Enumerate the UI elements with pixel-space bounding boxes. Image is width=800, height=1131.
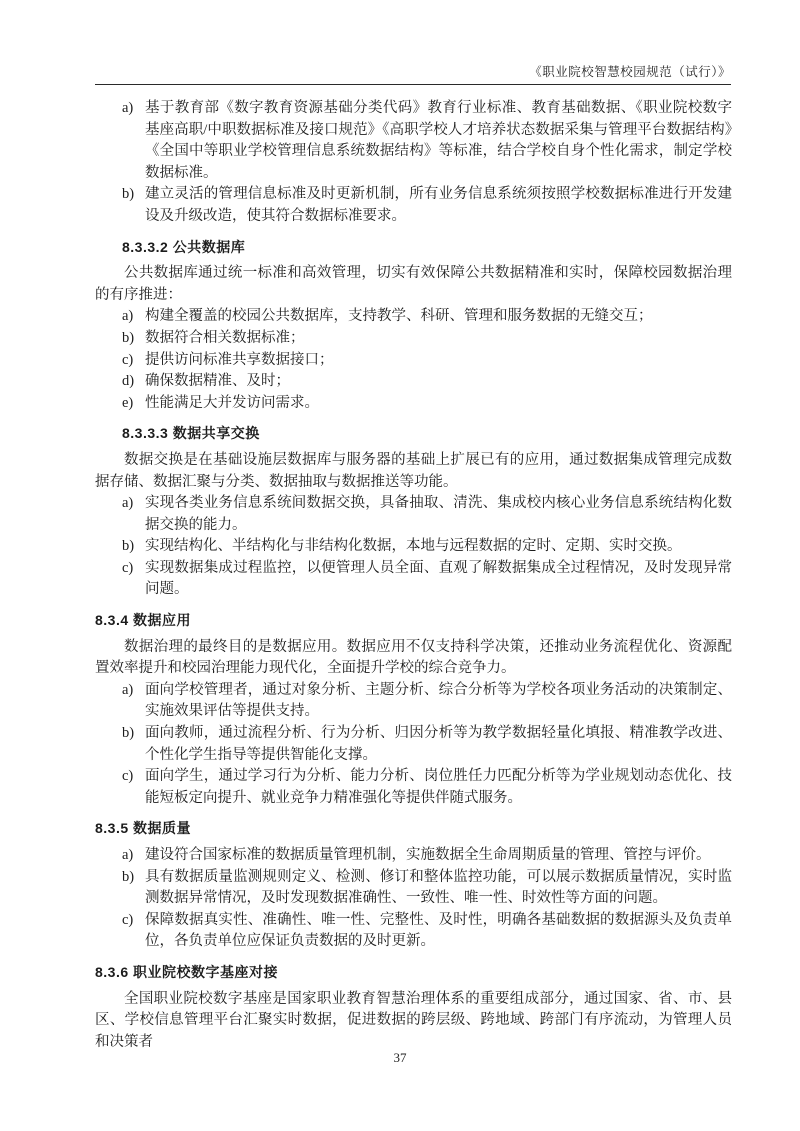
section-heading-8-3-3-2: 8.3.3.2 公共数据库 [122, 238, 246, 255]
list-item [95, 371, 732, 393]
list-item-text: 构建全覆盖的校园公共数据库，支持教学、科研、管理和服务数据的无缝交互； [145, 308, 653, 325]
list-item-text: 面向教师，通过流程分析、行为分析、归因分析等为教学数据轻量化填报、精准教学改进、个性化学生指导等提供智能化支撑。 [145, 725, 732, 763]
list-item-label: e) [122, 394, 134, 411]
section-heading-8-3-6: 8.3.6 职业院校数字基座对接 [95, 963, 279, 980]
list-item-label: c) [122, 911, 134, 928]
list-item-text: 面向学生，通过学习行为分析、能力分析、岗位胜任力匹配分析等为学业规划动态优化、技能短板定向提升、就业竞争力精准强化等提供伴随式服务。 [145, 768, 732, 806]
list-item [95, 910, 732, 953]
list-item-text: 基于教育部《数字教育资源基础分类代码》教育行业标准、教育基础数据、《职业院校数字基座高职/中职数据标准及接口规范》《高职学校人才培养状态数据采集与管理平台数据结构》《全国中等职业学校管理信息系统数据结构》等标准，结合学校自身个性化需求，制定学校数据标准。 [145, 100, 732, 181]
public-db-list [95, 306, 732, 414]
list-item-text: 建立灵活的管理信息标准及时更新机制，所有业务信息系统须按照学校数据标准进行开发建设及升级改造，使其符合数据标准要求。 [145, 186, 732, 224]
list-item-label: c) [122, 559, 134, 576]
data-exchange-list [95, 493, 732, 601]
list-item [95, 558, 732, 601]
paragraph: 数据交换是在基础设施层数据库与服务器的基础上扩展已有的应用，通过数据集成管理完成数据存储、数据汇聚与分类、数据抽取与数据推送等功能。 [95, 451, 732, 490]
list-item-label: a) [122, 100, 134, 116]
list-item [95, 867, 732, 910]
list-item-label: a) [122, 308, 134, 325]
list-item [95, 393, 732, 415]
list-item-label: b) [122, 538, 135, 555]
page-number: 37 [393, 1050, 407, 1065]
list-item [95, 493, 732, 536]
list-item [95, 723, 732, 766]
paragraph: 全国职业院校数字基座是国家职业教育智慧治理体系的重要组成部分，通过国家、省、市、县区、学校信息管理平台汇聚实时数据，促进数据的跨层级、跨地域、跨部门有序流动，为管理人员和决策者 [95, 990, 732, 1050]
list-item [95, 680, 732, 723]
section-heading-8-3-4: 8.3.4 数据应用 [95, 612, 192, 629]
list-item-text: 确保数据精准、及时； [145, 373, 290, 390]
standards-list [95, 98, 732, 228]
list-item [95, 98, 732, 184]
section-heading-8-3-5: 8.3.5 数据质量 [95, 820, 192, 837]
list-item-text: 实现各类业务信息系统间数据交换，具备抽取、清洗、集成校内核心业务信息系统结构化数据交换的能力。 [145, 495, 732, 533]
page-body [95, 98, 732, 1053]
list-item-text: 面向学校管理者，通过对象分析、主题分析、综合分析等为学校各项业务活动的决策制定、实施效果评估等提供支持。 [145, 681, 732, 720]
list-item-text: 数据符合相关数据标准； [145, 329, 305, 346]
paragraph: 数据治理的最终目的是数据应用。数据应用不仅支持科学决策，还推动业务流程优化、资源配置效率提升和校园治理能力现代化，全面提升学校的综合竞争力。 [95, 638, 732, 677]
list-item-label: a) [122, 847, 134, 863]
data-quality-list [95, 845, 732, 953]
header-rule [95, 84, 731, 85]
list-item-text: 保障数据真实性、准确性、唯一性、完整性、及时性，明确各基础数据的数据源头及负责单位，各负责单位应保证负责数据的及时更新。 [145, 911, 732, 950]
list-item-text: 具有数据质量监测规则定义、检测、修订和整体监控功能，可以展示数据质量情况，实时监测数据异常情况，及时发现数据准确性、一致性、唯一性、时效性等方面的问题。 [145, 868, 732, 907]
list-item [95, 328, 732, 350]
list-item-label: a) [122, 495, 134, 512]
list-item-label: b) [122, 725, 135, 742]
list-item [95, 306, 732, 328]
list-item-label: b) [122, 868, 135, 885]
list-item-label: c) [122, 351, 134, 368]
section-heading-8-3-3-3: 8.3.3.3 数据共享交换 [122, 425, 260, 442]
list-item-label: a) [122, 681, 134, 698]
list-item-text: 实现结构化、半结构化与非结构化数据，本地与远程数据的定时、定期、实时交换。 [145, 538, 682, 555]
data-application-list [95, 680, 732, 810]
list-item [95, 350, 732, 372]
running-header: 《职业院校智慧校园规范（试行）》 [529, 65, 731, 79]
list-item-label: b) [122, 329, 135, 346]
list-item-label: d) [122, 373, 135, 390]
list-item-text: 性能满足大并发访问需求。 [145, 394, 319, 411]
list-item [95, 766, 732, 809]
list-item-text: 实现数据集成过程监控，以便管理人员全面、直观了解数据集成全过程情况，及时发现异常问题。 [145, 559, 732, 598]
list-item-text: 建设符合国家标准的数据质量管理机制，实施数据全生命周期质量的管理、管控与评价。 [145, 847, 711, 863]
list-item-label: b) [122, 186, 135, 203]
list-item [95, 184, 732, 227]
list-item [95, 536, 732, 558]
paragraph: 公共数据库通过统一标准和高效管理，切实有效保障公共数据精准和实时，保障校园数据治理的有序推进： [95, 265, 732, 303]
list-item-label: c) [122, 768, 134, 785]
list-item-text: 提供访问标准共享数据接口； [145, 351, 334, 368]
list-item [95, 845, 732, 867]
